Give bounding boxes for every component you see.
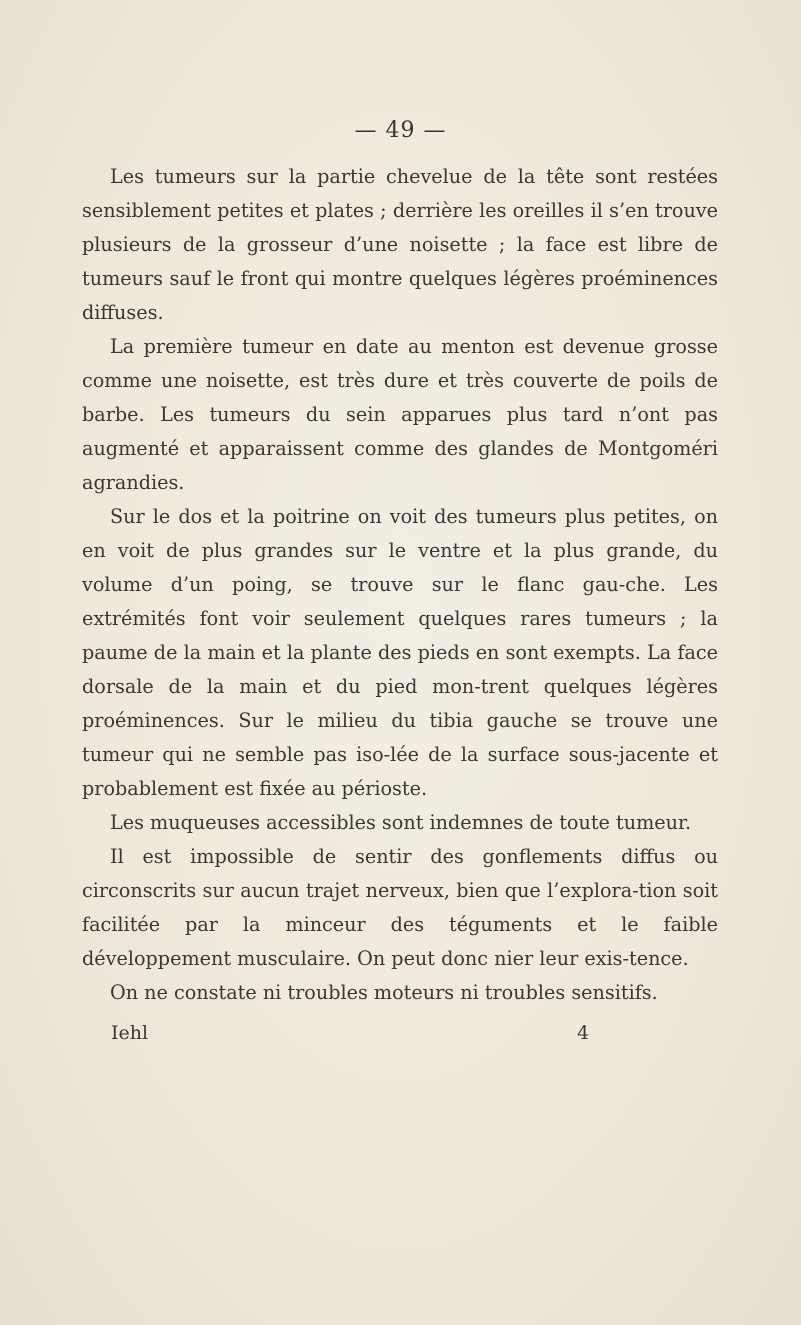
body-text — [82, 160, 718, 1010]
footer-signature: Iehl — [111, 1022, 149, 1044]
paragraph-troubles: On ne constate ni troubles moteurs ni troubles sensitifs. — [110, 981, 658, 1004]
paragraph-mucosa: Les muqueuses accessibles sont indemnes de toute tumeur. — [110, 811, 692, 834]
paragraph-scalp-tumors: Les tumeurs sur la partie chevelue de la tête sont restées sensiblement petites et plates ; derrière les oreilles il s’en trouve plusieurs de la grosseur d’une noisette ; la face est libre de tumeurs sauf le front qui montre quelques légères proéminences diffuses. — [82, 165, 718, 324]
paragraph-chin-tumor: La première tumeur en date au menton est devenue grosse comme une noisette, est très dure et très couverte de poils de barbe. Les tumeurs du sein apparues plus tard n’ont pas augmenté et apparaissent comme des glandes de Montgoméri agrandies. — [82, 335, 718, 494]
page-number: — 49 — — [354, 118, 447, 143]
paragraph-trunk-limbs: Sur le dos et la poitrine on voit des tumeurs plus petites, on en voit de plus grandes sur le ventre et la plus grande, du volume d’un poing, se trouve sur le flanc gau-che. Les extrémités font voir seulement quelques rares tumeurs ; la paume de la main et la plante des pieds en sont exempts. La face dorsale de la main et du pied mon-trent quelques légères proéminences. Sur le milieu du tibia gauche se trouve une tumeur qui ne semble pas iso-lée de la surface sous-jacente et probablement est fixée au périoste. — [82, 505, 718, 800]
footer-sheet-number: 4 — [577, 1022, 590, 1044]
paragraph-nerves: Il est impossible de sentir des gonflements diffus ou circonscrits sur aucun trajet nerveux, bien que l’explora-tion soit facilitée par la minceur des téguments et le faible développement musculaire. On peut donc nier leur exis-tence. — [82, 845, 718, 970]
